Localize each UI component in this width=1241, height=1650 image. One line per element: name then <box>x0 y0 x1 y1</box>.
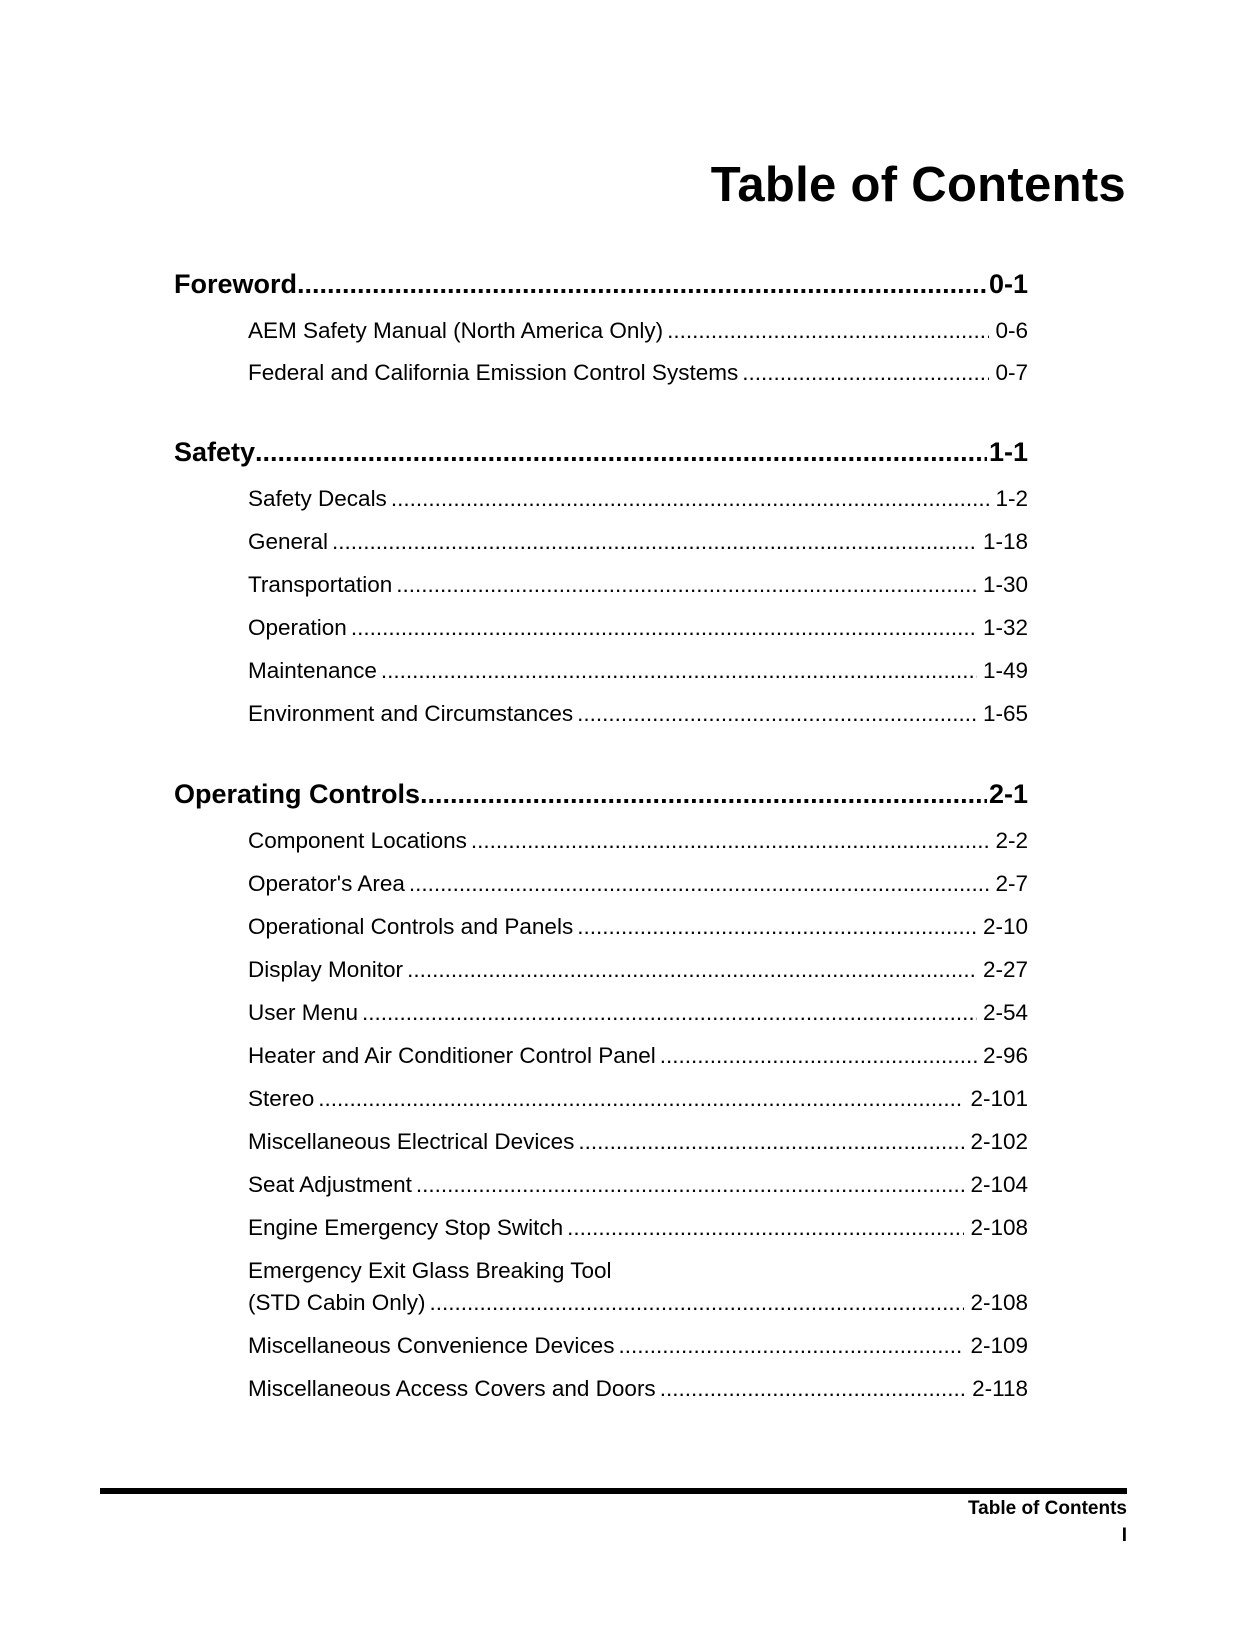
toc-entry[interactable] <box>248 612 1028 644</box>
dot-leader <box>618 1330 964 1362</box>
toc-section-label: Safety <box>174 437 256 467</box>
toc-entry-label: General <box>248 529 329 554</box>
toc-page-number: 2-102 <box>970 1129 1028 1154</box>
toc-entry-label: Miscellaneous Convenience Devices <box>248 1333 615 1358</box>
dot-leader <box>255 432 987 472</box>
dot-leader <box>420 774 987 814</box>
toc-page-number: 2-109 <box>970 1333 1028 1358</box>
toc-entry-label: Operator's Area <box>248 871 405 896</box>
toc-entry[interactable] <box>248 357 1028 389</box>
dot-leader <box>577 698 977 730</box>
toc-page-number: 2-1 <box>988 779 1028 809</box>
dot-leader <box>391 483 990 515</box>
dot-leader <box>297 264 987 304</box>
toc-entry-label: Component Locations <box>248 828 467 853</box>
toc-entry-label: Safety Decals <box>248 486 387 511</box>
toc-entry[interactable] <box>248 1212 1028 1244</box>
dot-leader <box>577 911 977 943</box>
toc-entry-label: Transportation <box>248 572 393 597</box>
footer-title: Table of Contents <box>967 1498 1127 1519</box>
dot-leader <box>351 612 977 644</box>
toc-entry-label: Miscellaneous Access Covers and Doors <box>248 1376 656 1401</box>
toc-page-number: 1-32 <box>982 615 1028 640</box>
toc-section-operating-controls[interactable] <box>174 774 1028 814</box>
toc-entry[interactable] <box>248 698 1028 730</box>
toc-entry[interactable] <box>248 954 1028 986</box>
toc-entry-label: AEM Safety Manual (North America Only) <box>248 318 664 343</box>
toc-entry-label: Stereo <box>248 1086 315 1111</box>
toc-page-number: 2-10 <box>982 914 1028 939</box>
toc-entry[interactable] <box>248 1373 1028 1405</box>
toc-entry-label: Display Monitor <box>248 957 404 982</box>
dot-leader <box>362 997 977 1029</box>
dot-leader <box>409 868 990 900</box>
toc-entry-label: Federal and California Emission Control Systems <box>248 360 739 385</box>
toc-entry[interactable] <box>248 569 1028 601</box>
dot-leader <box>667 315 989 347</box>
toc-entry-label: Operation <box>248 615 347 640</box>
dot-leader <box>471 825 990 857</box>
page-title: Table of Contents <box>710 158 1126 212</box>
dot-leader <box>430 1287 965 1319</box>
toc-page-number: 1-49 <box>982 658 1028 683</box>
toc-entry-label: Maintenance <box>248 658 377 683</box>
toc-entry[interactable] <box>248 1330 1028 1362</box>
toc-entry[interactable] <box>248 1083 1028 1115</box>
toc-entry-label-line1: Emergency Exit Glass Breaking Tool <box>248 1258 612 1283</box>
toc-page-number: 1-18 <box>982 529 1028 554</box>
toc-page-number: 2-101 <box>970 1086 1028 1111</box>
toc-section-label: Foreword <box>174 269 298 299</box>
toc-page-number: 2-7 <box>995 871 1028 896</box>
toc-page-number: 2-104 <box>970 1172 1028 1197</box>
toc-entry-label: (STD Cabin Only) <box>248 1290 426 1315</box>
footer-page-number: I <box>1121 1525 1127 1546</box>
toc-page-number: 1-1 <box>988 437 1028 467</box>
toc-entry[interactable] <box>248 655 1028 687</box>
toc-page-number: 0-7 <box>995 360 1028 385</box>
footer-rule <box>100 1488 1127 1494</box>
toc-page-number: 0-6 <box>995 318 1028 343</box>
toc-page-number: 2-54 <box>982 1000 1028 1025</box>
toc-entry[interactable] <box>248 483 1028 515</box>
toc-entry-label: Seat Adjustment <box>248 1172 412 1197</box>
toc-page-number: 2-118 <box>972 1376 1028 1401</box>
toc-page-number: 2-96 <box>982 1043 1028 1068</box>
toc-entry-multiline[interactable] <box>248 1255 1028 1319</box>
toc-section-label: Operating Controls <box>174 779 421 809</box>
dot-leader <box>407 954 977 986</box>
toc-page-number: 0-1 <box>988 269 1028 299</box>
toc-entry[interactable] <box>248 315 1028 347</box>
toc-entry[interactable] <box>248 997 1028 1029</box>
toc-entry[interactable] <box>248 1126 1028 1158</box>
dot-leader <box>660 1373 966 1405</box>
toc-page-number: 2-108 <box>970 1215 1028 1240</box>
dot-leader <box>578 1126 964 1158</box>
dot-leader <box>381 655 977 687</box>
toc-page-number: 1-2 <box>995 486 1028 511</box>
toc-entry-label: Heater and Air Conditioner Control Panel <box>248 1043 656 1068</box>
dot-leader <box>318 1083 964 1115</box>
toc-entry[interactable] <box>248 868 1028 900</box>
toc-entry[interactable] <box>248 526 1028 558</box>
toc-entry[interactable] <box>248 1169 1028 1201</box>
toc-page-number: 2-27 <box>982 957 1028 982</box>
toc-section-foreword[interactable] <box>174 264 1028 304</box>
toc-page-number: 2-108 <box>970 1290 1028 1315</box>
toc-page-number: 1-65 <box>982 701 1028 726</box>
toc-entry-label: Operational Controls and Panels <box>248 914 574 939</box>
toc-entry[interactable] <box>248 911 1028 943</box>
toc-entry-line2 <box>248 1287 1028 1319</box>
toc-entry-label: Miscellaneous Electrical Devices <box>248 1129 575 1154</box>
dot-leader <box>660 1040 977 1072</box>
dot-leader <box>332 526 977 558</box>
toc-page-number: 1-30 <box>982 572 1028 597</box>
toc-section-safety[interactable] <box>174 432 1028 472</box>
toc-entry-label: Environment and Circumstances <box>248 701 574 726</box>
dot-leader <box>416 1169 965 1201</box>
dot-leader <box>742 357 989 389</box>
dot-leader <box>396 569 977 601</box>
toc-page-number: 2-2 <box>995 828 1028 853</box>
toc-entry[interactable] <box>248 825 1028 857</box>
toc-entry-label: Engine Emergency Stop Switch <box>248 1215 564 1240</box>
toc-entry[interactable] <box>248 1040 1028 1072</box>
dot-leader <box>567 1212 964 1244</box>
toc-entry-label: User Menu <box>248 1000 359 1025</box>
